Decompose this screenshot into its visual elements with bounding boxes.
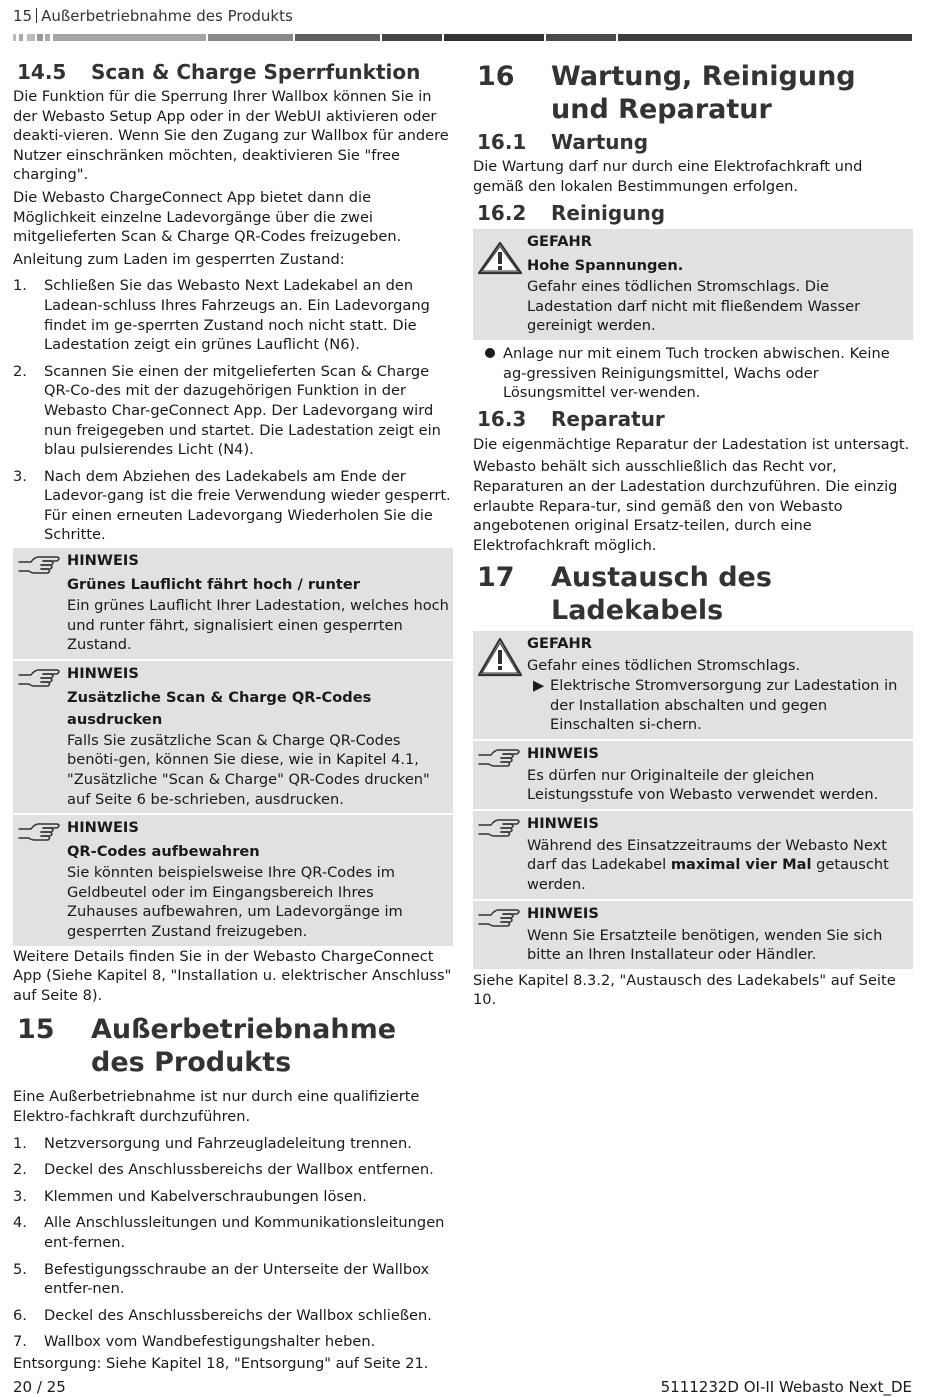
hinweis-text: Falls Sie zusätzliche Scan & Charge QR-Codes benöti-gen, können Sie diese, wie in Kapitel 4.1, "Zusätzliche "Scan & Charge" QR-Codes drucken" auf Seite 6 be-schrieben, ausdrucken. (67, 731, 430, 808)
action-item: ▶ Elektrische Stromversorgung zur Ladestation in der Installation abschalten und gegen Einschalten si-chern. (527, 676, 909, 735)
hinweis-box (473, 901, 913, 969)
paragraph: Die Wartung darf nur durch eine Elektrofachkraft und gemäß den lokalen Bestimmungen erfolgen. (473, 158, 863, 195)
paragraph: Eine Außerbetriebnahme ist nur durch eine qualifizierte Elektro-fachkraft durchzuführen. (13, 1088, 420, 1125)
hinweis-text: Es dürfen nur Originalteile der gleichen Leistungsstufe von Webasto verwendet werden. (527, 766, 879, 804)
bullet-dot-icon (473, 344, 503, 403)
paragraph: Anleitung zum Laden im gesperrten Zustand: (13, 250, 345, 268)
bullet-item: Anlage nur mit einem Tuch trocken abwischen. Keine ag-gressiven Reinigungsmittel, Wachs oder Lösungsmittel ver-wenden. (473, 344, 913, 403)
gefahr-label: GEFAHR (527, 233, 592, 251)
list-item: 1. Netzversorgung und Fahrzeugladeleitung trennen. (13, 1134, 412, 1152)
gefahr-box (473, 229, 913, 340)
hinweis-label: HINWEIS (527, 814, 599, 832)
hinweis-text: Sie könnten beispielsweise Ihre QR-Codes im Geldbeutel oder im Eingangsbereich Ihres Zuhauses aufbewahren, um Ladevorgänge im gesperrten Zustand freizugeben. (67, 864, 403, 940)
hinweis-subtitle: Grünes Lauflicht fährt hoch / runter (67, 576, 360, 594)
running-header (13, 7, 293, 25)
pointing-hand-icon (17, 552, 63, 586)
paragraph: Entsorgung: Siehe Kapitel 18, "Entsorgung" auf Seite 21. (13, 1354, 429, 1372)
gefahr-label: GEFAHR (527, 635, 592, 653)
footer-page-number: 20 / 25 (13, 1378, 66, 1396)
hinweis-text: Während des Einsatzzeitraums der Webasto Next darf das Ladekabel maximal vier Mal getauscht werden. (527, 836, 889, 894)
hinweis-label: HINWEIS (527, 744, 599, 762)
warning-triangle-icon (477, 241, 523, 279)
paragraph: Siehe Kapitel 8.3.2, "Austausch des Ladekabels" auf Seite 10. (473, 971, 896, 1009)
section-heading-14-5: 14.5 Scan & Charge Sperrfunktion (17, 60, 421, 84)
warning-triangle-icon (477, 637, 523, 681)
header-decor-bar (13, 34, 912, 41)
header-divider (36, 8, 37, 23)
hinweis-text: Ein grünes Lauflicht Ihrer Ladestation, welches hoch und runter fährt, signalisiert einen gesperrten Zustand. (67, 597, 449, 654)
gefahr-box (473, 631, 913, 738)
list-item: 7. Wallbox vom Wandbefestigungshalter heben. (13, 1333, 376, 1351)
hinweis-text: Wenn Sie Ersatzteile benötigen, wenden Sie sich bitte an Ihren Installateur oder Händler. (527, 926, 883, 964)
list-item: 2. Scannen Sie einen der mitgelieferten Scan & Charge QR-Co-des mit der dazugehörigen Funktion in der Webasto Char-geConnect App. Der Ladevorgang wird nun freigegeben und startet. Die Ladestation zeigt ein blau pulsierendes Licht (N4). (13, 362, 441, 459)
chapter-heading-15: 15 Außerbetriebnahme des Produkts (17, 1014, 397, 1079)
header-title: Außerbetriebnahme des Produkts (41, 7, 293, 25)
list-item: 2. Deckel des Anschlussbereichs der Wallbox entfernen. (13, 1161, 434, 1179)
decommission-steps (13, 1134, 453, 1352)
hinweis-box (13, 548, 453, 659)
instruction-list (13, 276, 453, 545)
list-item: 3. Klemmen und Kabelverschraubungen lösen. (13, 1187, 367, 1205)
paragraph: Weitere Details finden Sie in der Webasto ChargeConnect App (Siehe Kapitel 8, "Installation u. elektrischer Anschluss" auf Seite 8). (13, 947, 452, 1004)
paragraph: Die Funktion für die Sperrung Ihrer Wallbox können Sie in der Webasto Setup App oder in der WebUI aktivieren oder deakti-vieren. Wenn Sie den Zugang zur Wallbox für andere Nutzer einschränken möchten, deaktivieren Sie "free charging". (13, 88, 449, 184)
right-column (473, 60, 913, 1013)
hinweis-label: HINWEIS (67, 819, 139, 837)
list-item: 3. Nach dem Abziehen des Ladekabels am Ende der Ladevor-gang ist die freie Verwendung wieder gesperrt. Für einen erneuten Ladevorgang Wiederholen Sie die Schritte. (13, 467, 451, 544)
paragraph: Die Webasto ChargeConnect App bietet dann die Möglichkeit einzelne Ladevorgänge über die zwei mitgelieferten Scan & Charge QR-Codes freizugeben. (13, 188, 402, 246)
hinweis-subtitle: Zusätzliche Scan & Charge QR-Codes ausdrucken (67, 688, 372, 728)
gefahr-text: Gefahr eines tödlichen Stromschlags. Die Ladestation darf nicht mit fließendem Wasser gereinigt werden. (527, 278, 861, 335)
gefahr-text: Gefahr eines tödlichen Stromschlags. (527, 657, 801, 675)
paragraph: Webasto behält sich ausschließlich das Recht vor, Reparaturen an der Ladestation durchzuführen. Die einzig erlaubte Repara-tur, sind gemäß den von Webasto angebotenen original Ersatz-teilen, durch eine Elektrofachkraft möglich. (473, 458, 898, 554)
hinweis-box (13, 815, 453, 945)
hinweis-label: HINWEIS (67, 664, 139, 682)
section-heading-16-2: 16.2 Reinigung (477, 201, 666, 226)
section-heading-16-3: 16.3 Reparatur (477, 406, 665, 431)
section-heading-16-1: 16.1 Wartung (477, 130, 649, 154)
list-item: 4. Alle Anschlussleitungen und Kommunikationsleitungen ent-fernen. (13, 1214, 445, 1251)
hinweis-label: HINWEIS (527, 904, 599, 922)
list-item: 5. Befestigungsschraube an der Unterseite der Wallbox entfer-nen. (13, 1260, 430, 1298)
footer-document-id: 5111232D OI-II Webasto Next_DE (660, 1378, 912, 1396)
hinweis-box (473, 741, 913, 809)
paragraph: Die eigenmächtige Reparatur der Ladestation ist untersagt. (473, 435, 910, 453)
arrow-right-icon: ▶ (533, 676, 545, 694)
pointing-hand-icon (17, 665, 63, 699)
hinweis-label: HINWEIS (67, 552, 139, 570)
pointing-hand-icon (477, 905, 523, 939)
hinweis-box (13, 661, 453, 813)
gefahr-subtitle: Hohe Spannungen. (527, 257, 684, 275)
list-item: 1. Schließen Sie das Webasto Next Ladekabel an den Ladean-schluss Ihres Fahrzeugs an. Ein Ladevorgang findet im ge-sperrten Zustand noch nicht statt. Die Ladestation zeigt ein grünes Lauflicht (N6). (13, 277, 430, 354)
chapter-heading-16: 16 Wartung, Reinigung und Reparatur (477, 61, 856, 125)
pointing-hand-icon (477, 815, 523, 849)
list-item: 6. Deckel des Anschlussbereichs der Wallbox schließen. (13, 1306, 432, 1324)
header-page-number: 15 (13, 7, 33, 25)
chapter-heading-17: 17 Austausch des Ladekabels (477, 562, 772, 627)
pointing-hand-icon (17, 819, 63, 853)
hinweis-subtitle: QR-Codes aufbewahren (67, 843, 260, 861)
pointing-hand-icon (477, 745, 523, 779)
hinweis-box (473, 811, 913, 899)
left-column (13, 60, 453, 1377)
